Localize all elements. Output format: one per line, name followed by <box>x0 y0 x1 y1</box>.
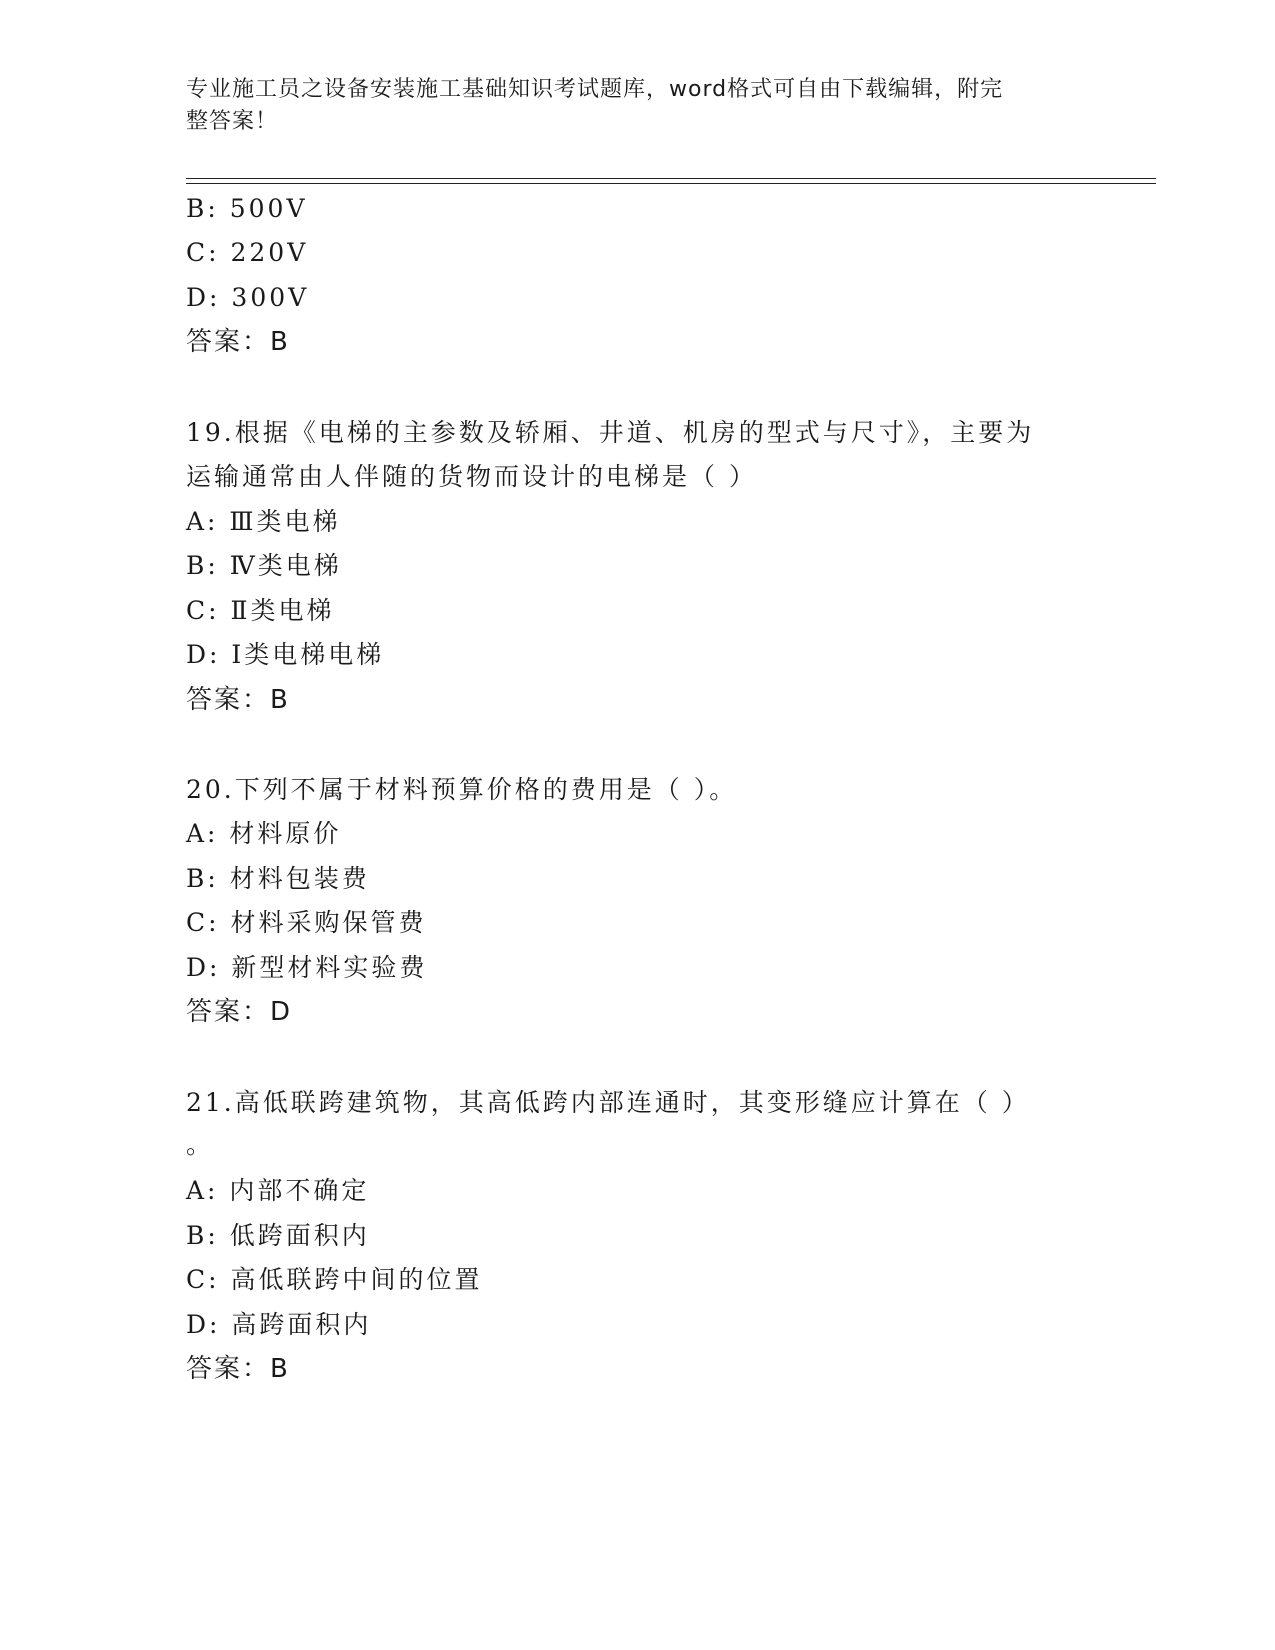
q20-option-c: C: 材料采购保管费 <box>186 908 427 937</box>
q18-option-b: B: 500V <box>186 194 308 223</box>
q19-option-c: C: Ⅱ类电梯 <box>186 596 335 625</box>
q21-option-a: A: 内部不确定 <box>186 1176 370 1205</box>
q19-question-line-1: 19.根据《电梯的主参数及轿厢、井道、机房的型式与尺寸》，主要为 <box>186 418 1035 447</box>
q18-option-d: D: 300V <box>186 283 310 312</box>
q21-option-c: C: 高低联跨中间的位置 <box>186 1265 483 1294</box>
header-line-2: 整答案！ <box>186 109 279 134</box>
q19-question-line-2: 运输通常由人伴随的货物而设计的电梯是（ ） <box>186 462 757 491</box>
q21-option-d: D: 高跨面积内 <box>186 1310 372 1339</box>
q19-option-d: D: Ⅰ类电梯电梯 <box>186 640 385 669</box>
header-divider-top <box>186 178 1156 179</box>
header-line-1: 专业施工员之设备安装施工基础知识考试题库，word格式可自由下载编辑，附完 <box>186 77 1004 102</box>
q19-answer: 答案：B <box>186 685 290 715</box>
document-header <box>186 74 1086 138</box>
q18-answer: 答案：B <box>186 327 290 357</box>
q20-option-b: B: 材料包装费 <box>186 864 370 893</box>
q21-question-line-1: 21.高低联跨建筑物，其高低跨内部连通时，其变形缝应计算在（ ） <box>186 1088 1030 1117</box>
q18-option-c: C: 220V <box>186 238 309 267</box>
q20-option-a: A: 材料原价 <box>186 819 342 848</box>
q19-option-b: B: Ⅳ类电梯 <box>186 551 342 580</box>
q20-option-d: D: 新型材料实验费 <box>186 953 428 982</box>
q21-option-b: B: 低跨面积内 <box>186 1221 370 1250</box>
q21-question-line-2: 。 <box>186 1130 215 1159</box>
header-divider-bottom <box>186 183 1156 184</box>
q19-option-a: A: Ⅲ类电梯 <box>186 507 341 536</box>
q21-answer: 答案：B <box>186 1354 290 1384</box>
q20-question-line-1: 20.下列不属于材料预算价格的费用是（ ）。 <box>186 775 738 804</box>
q20-answer: 答案：D <box>186 997 293 1027</box>
